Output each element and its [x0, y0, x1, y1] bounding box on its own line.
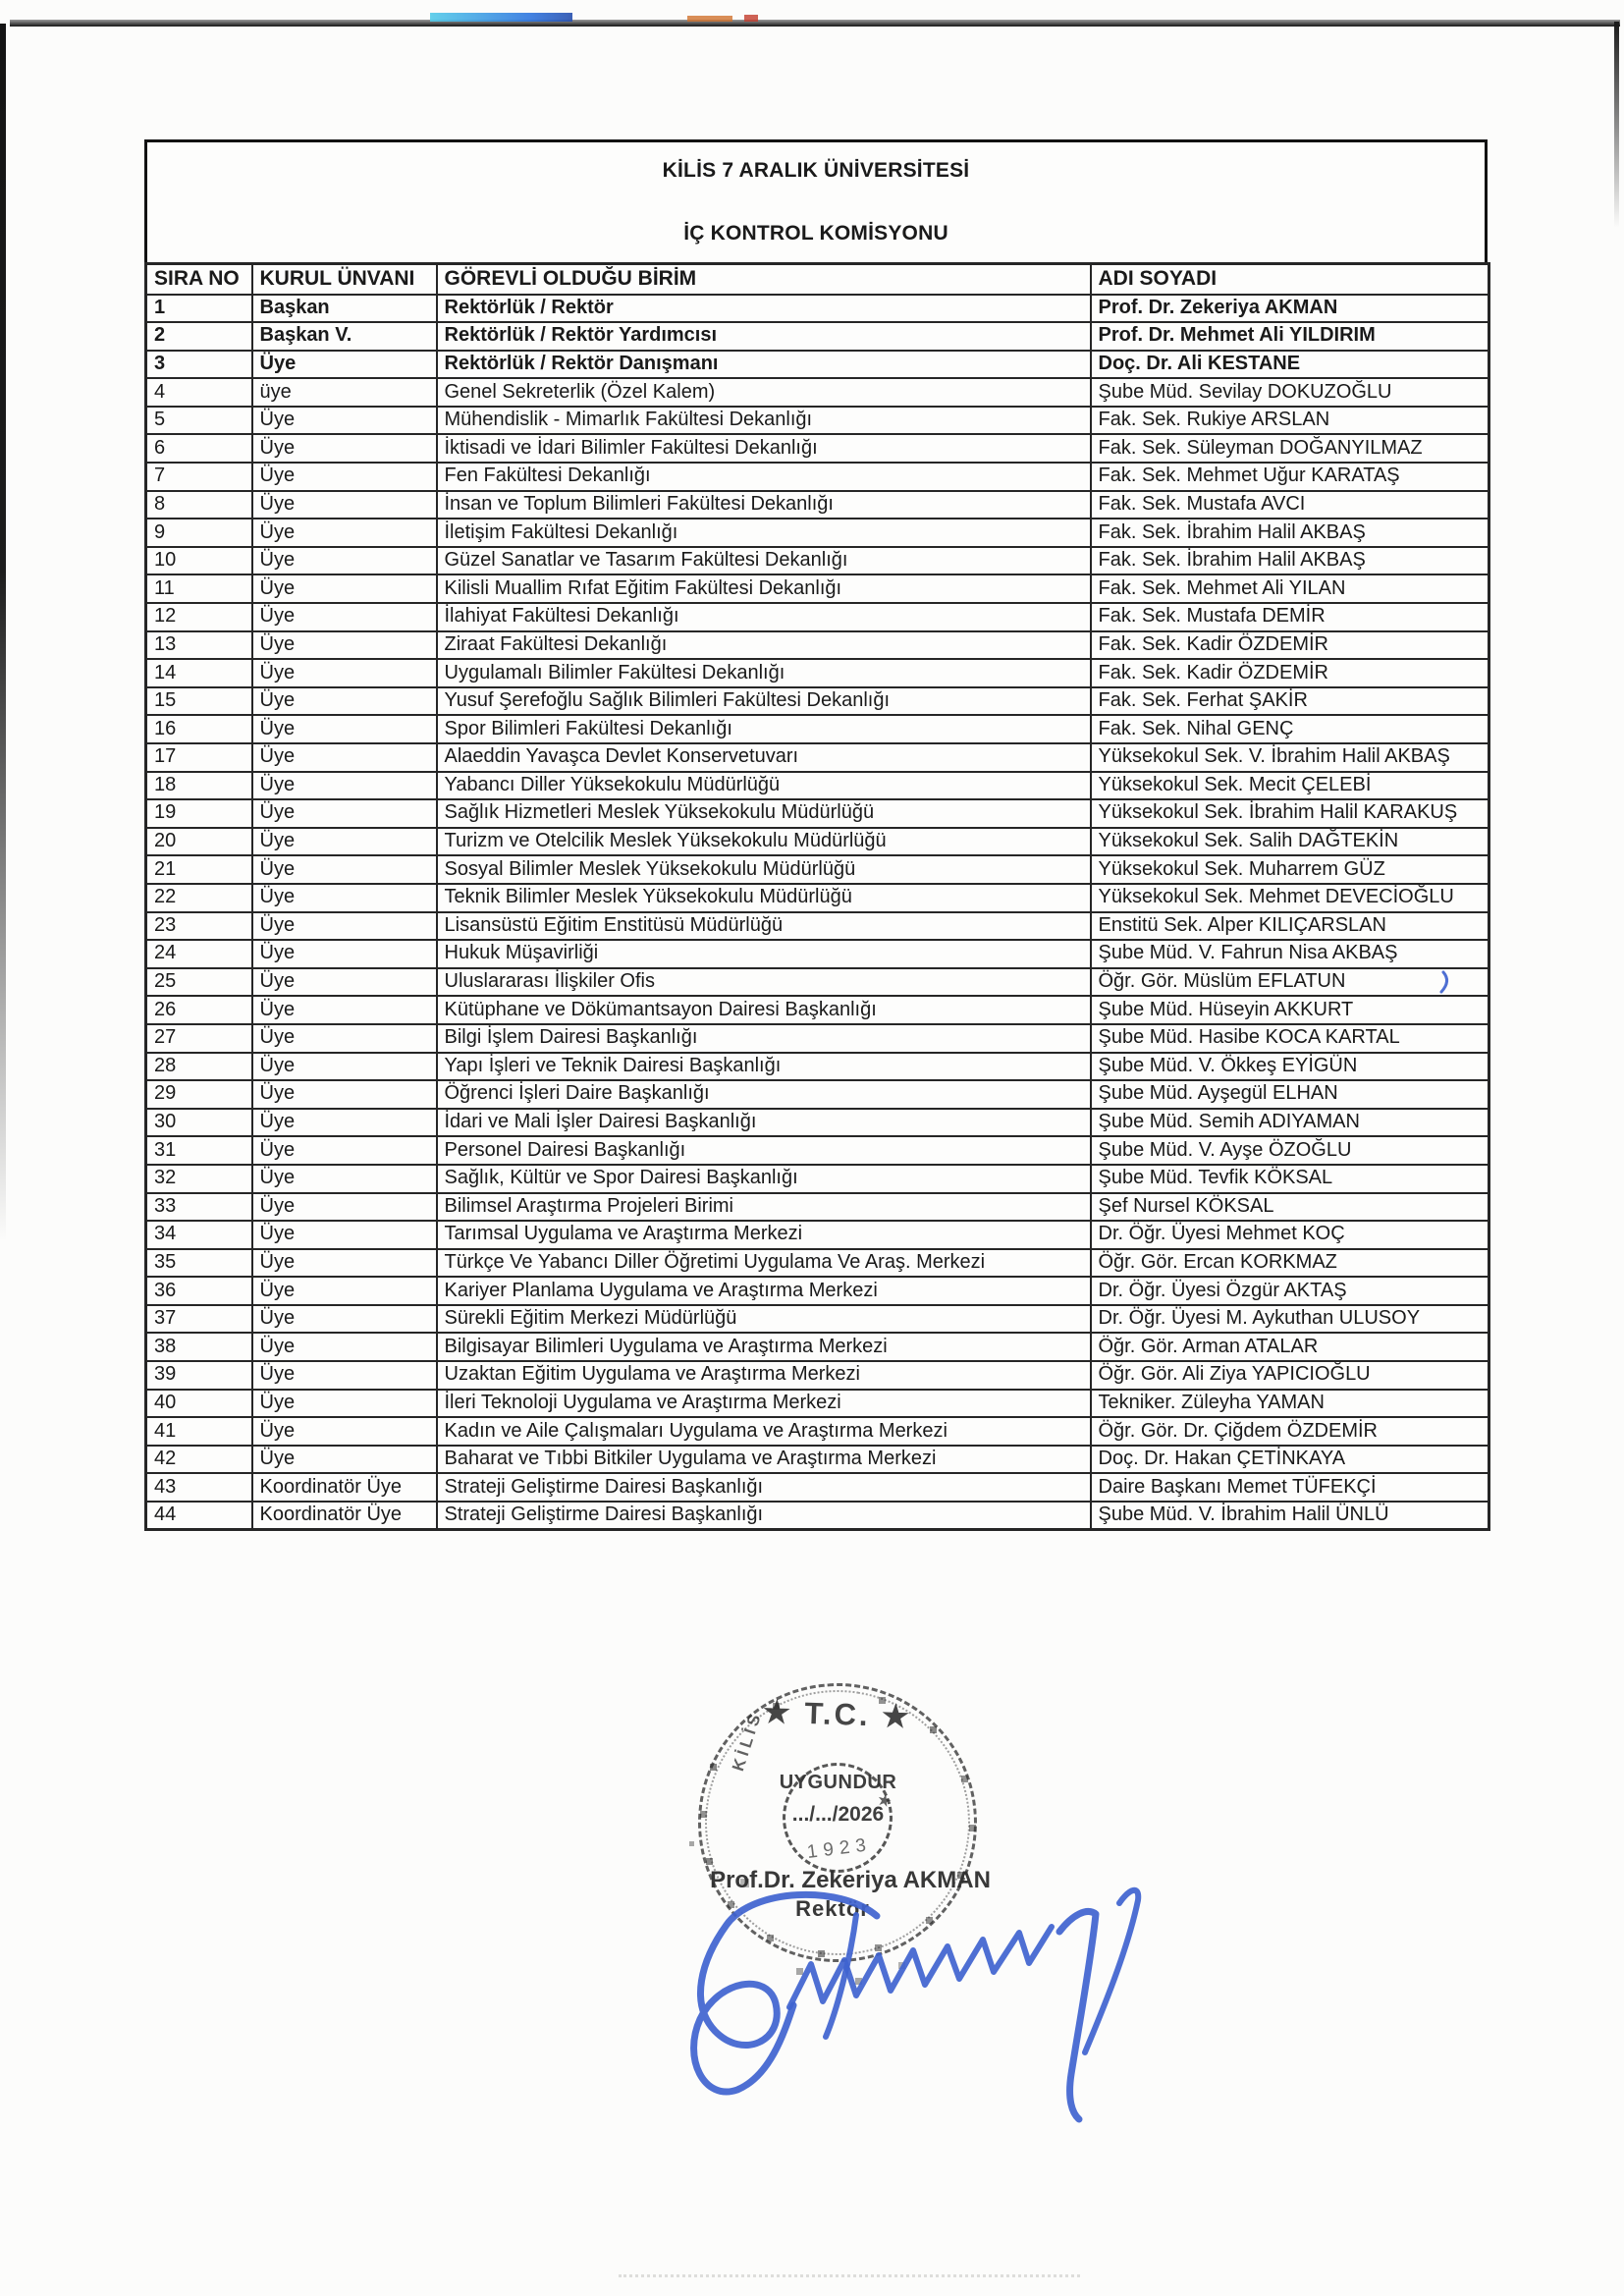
cell-sira-no: 3	[146, 351, 252, 379]
cell-sira-no: 31	[146, 1136, 252, 1165]
table-row	[146, 1221, 1489, 1249]
cell-kurul-unvani: Üye	[252, 351, 437, 379]
cell-sira-no: 28	[146, 1053, 252, 1081]
cell-sira-no: 9	[146, 519, 252, 547]
table-row	[146, 1417, 1489, 1446]
cell-adi-soyadi: Yüksekokul Sek. Muharrem GÜZ	[1091, 855, 1489, 884]
cell-kurul-unvani: Koordinatör Üye	[252, 1473, 437, 1502]
table-row	[146, 1080, 1489, 1109]
cell-kurul-unvani: Üye	[252, 463, 437, 491]
table-row	[146, 1277, 1489, 1305]
cell-kurul-unvani: Üye	[252, 743, 437, 772]
cell-birim: İdari ve Mali İşler Dairesi Başkanlığı	[437, 1109, 1091, 1137]
cell-kurul-unvani: Üye	[252, 1277, 437, 1305]
cell-kurul-unvani: Üye	[252, 491, 437, 519]
cell-kurul-unvani: Üye	[252, 1417, 437, 1446]
cell-kurul-unvani: Başkan V.	[252, 322, 437, 351]
cell-sira-no: 42	[146, 1446, 252, 1474]
cell-sira-no: 43	[146, 1473, 252, 1502]
scan-artifact-cyan	[430, 13, 572, 22]
table-row	[146, 322, 1489, 351]
cell-adi-soyadi: Yüksekokul Sek. Mehmet DEVECİOĞLU	[1091, 884, 1489, 912]
cell-adi-soyadi: Yüksekokul Sek. Salih DAĞTEKİN	[1091, 828, 1489, 856]
cell-kurul-unvani: Koordinatör Üye	[252, 1502, 437, 1530]
cell-kurul-unvani: Üye	[252, 547, 437, 575]
cell-birim: Fen Fakültesi Dekanlığı	[437, 463, 1091, 491]
cell-birim: Sürekli Eğitim Merkezi Müdürlüğü	[437, 1305, 1091, 1334]
table-row	[146, 1053, 1489, 1081]
cell-sira-no: 34	[146, 1221, 252, 1249]
cell-adi-soyadi: Şube Müd. Ayşegül ELHAN	[1091, 1080, 1489, 1109]
cell-kurul-unvani: Üye	[252, 1221, 437, 1249]
table-row	[146, 715, 1489, 743]
cell-birim: Kütüphane ve Dökümantsayon Dairesi Başkanlığı	[437, 996, 1091, 1024]
cell-birim: Sağlık Hizmetleri Meslek Yüksekokulu Müdürlüğü	[437, 799, 1091, 828]
table-row	[146, 1109, 1489, 1137]
cell-adi-soyadi: Fak. Sek. Mehmet Ali YILAN	[1091, 574, 1489, 603]
cell-birim: Lisansüstü Eğitim Enstitüsü Müdürlüğü	[437, 912, 1091, 941]
cell-kurul-unvani: Üye	[252, 884, 437, 912]
cell-sira-no: 6	[146, 434, 252, 463]
table-row	[146, 1333, 1489, 1361]
cell-kurul-unvani: Üye	[252, 1446, 437, 1474]
page-subtitle: İÇ KONTROL KOMİSYONU	[683, 222, 948, 245]
cell-sira-no: 10	[146, 547, 252, 575]
cell-adi-soyadi: Dr. Öğr. Üyesi M. Aykuthan ULUSOY	[1091, 1305, 1489, 1334]
table-row	[146, 855, 1489, 884]
cell-sira-no: 11	[146, 574, 252, 603]
table-row	[146, 1305, 1489, 1334]
cell-birim: Alaeddin Yavaşca Devlet Konservetuvarı	[437, 743, 1091, 772]
cell-adi-soyadi: Şube Müd. Semih ADIYAMAN	[1091, 1109, 1489, 1137]
table-row	[146, 687, 1489, 716]
cell-adi-soyadi: Yüksekokul Sek. Mecit ÇELEBİ	[1091, 772, 1489, 800]
cell-adi-soyadi: Dr. Öğr. Üyesi Özgür AKTAŞ	[1091, 1277, 1489, 1305]
cell-birim: Güzel Sanatlar ve Tasarım Fakültesi Dekanlığı	[437, 547, 1091, 575]
cell-adi-soyadi: Fak. Sek. Süleyman DOĞANYILMAZ	[1091, 434, 1489, 463]
cell-birim: Rektörlük / Rektör Danışmanı	[437, 351, 1091, 379]
col-header-sira-no: SIRA NO	[146, 264, 252, 295]
table-row	[146, 884, 1489, 912]
table-row	[146, 996, 1489, 1024]
col-header-kurul-unvani: KURUL ÜNVANI	[252, 264, 437, 295]
cell-adi-soyadi: Fak. Sek. İbrahim Halil AKBAŞ	[1091, 547, 1489, 575]
stamp-approval-text: UYGUNDUR	[779, 1772, 897, 1793]
cell-birim: Bilgi İşlem Dairesi Başkanlığı	[437, 1024, 1091, 1053]
cell-sira-no: 16	[146, 715, 252, 743]
cell-birim: Yapı İşleri ve Teknik Dairesi Başkanlığı	[437, 1053, 1091, 1081]
cell-kurul-unvani: Üye	[252, 1080, 437, 1109]
cell-kurul-unvani: Üye	[252, 574, 437, 603]
cell-birim: Kadın ve Aile Çalışmaları Uygulama ve Araştırma Merkezi	[437, 1417, 1091, 1446]
scan-artifact-red	[744, 15, 758, 22]
cell-sira-no: 38	[146, 1333, 252, 1361]
cell-birim: Rektörlük / Rektör Yardımcısı	[437, 322, 1091, 351]
cell-kurul-unvani: üye	[252, 378, 437, 407]
cell-kurul-unvani: Üye	[252, 1333, 437, 1361]
cell-sira-no: 26	[146, 996, 252, 1024]
cell-sira-no: 12	[146, 603, 252, 631]
cell-kurul-unvani: Üye	[252, 1193, 437, 1222]
cell-sira-no: 35	[146, 1249, 252, 1278]
cell-adi-soyadi: Öğr. Gör. Müslüm EFLATUN	[1091, 968, 1489, 997]
cell-adi-soyadi: Fak. Sek. Mehmet Uğur KARATAŞ	[1091, 463, 1489, 491]
cell-adi-soyadi: Fak. Sek. Kadir ÖZDEMİR	[1091, 659, 1489, 687]
table-row	[146, 574, 1489, 603]
cell-adi-soyadi: Doç. Dr. Hakan ÇETİNKAYA	[1091, 1446, 1489, 1474]
scan-bottom-dotted-line	[619, 2274, 1080, 2277]
cell-sira-no: 14	[146, 659, 252, 687]
table-row	[146, 1502, 1489, 1530]
commission-table	[144, 262, 1490, 1531]
cell-adi-soyadi: Öğr. Gör. Ali Ziya YAPICIOĞLU	[1091, 1361, 1489, 1390]
header-row	[146, 264, 1489, 295]
table-row	[146, 1136, 1489, 1165]
cell-sira-no: 30	[146, 1109, 252, 1137]
cell-sira-no: 8	[146, 491, 252, 519]
cell-kurul-unvani: Üye	[252, 659, 437, 687]
table-row	[146, 912, 1489, 941]
cell-adi-soyadi: Öğr. Gör. Ercan KORKMAZ	[1091, 1249, 1489, 1278]
cell-sira-no: 40	[146, 1390, 252, 1418]
stamp-year-text: 1923	[805, 1834, 874, 1863]
cell-birim: İlahiyat Fakültesi Dekanlığı	[437, 603, 1091, 631]
cell-adi-soyadi: Öğr. Gör. Dr. Çiğdem ÖZDEMİR	[1091, 1417, 1489, 1446]
table-row	[146, 1390, 1489, 1418]
cell-kurul-unvani: Üye	[252, 799, 437, 828]
cell-birim: Sosyal Bilimler Meslek Yüksekokulu Müdürlüğü	[437, 855, 1091, 884]
cell-sira-no: 44	[146, 1502, 252, 1530]
cell-birim: Strateji Geliştirme Dairesi Başkanlığı	[437, 1502, 1091, 1530]
table-row	[146, 940, 1489, 968]
cell-birim: İktisadi ve İdari Bilimler Fakültesi Dekanlığı	[437, 434, 1091, 463]
scan-edge-left	[0, 24, 6, 1241]
cell-sira-no: 17	[146, 743, 252, 772]
table-row	[146, 407, 1489, 435]
cell-birim: Uzaktan Eğitim Uygulama ve Araştırma Merkezi	[437, 1361, 1091, 1390]
cell-adi-soyadi: Fak. Sek. İbrahim Halil AKBAŞ	[1091, 519, 1489, 547]
cell-birim: Kilisli Muallim Rıfat Eğitim Fakültesi Dekanlığı	[437, 574, 1091, 603]
cell-sira-no: 41	[146, 1417, 252, 1446]
cell-birim: İletişim Fakültesi Dekanlığı	[437, 519, 1091, 547]
stamp-date-text: .../.../2026	[791, 1803, 885, 1826]
cell-sira-no: 2	[146, 322, 252, 351]
cell-adi-soyadi: Fak. Sek. Mustafa DEMİR	[1091, 603, 1489, 631]
table-row	[146, 659, 1489, 687]
table-row	[146, 603, 1489, 631]
cell-sira-no: 18	[146, 772, 252, 800]
col-header-birim: GÖREVLİ OLDUĞU BİRİM	[437, 264, 1091, 295]
table-row	[146, 491, 1489, 519]
cell-birim: Baharat ve Tıbbi Bitkiler Uygulama ve Araştırma Merkezi	[437, 1446, 1091, 1474]
table-row	[146, 828, 1489, 856]
cell-birim: Öğrenci İşleri Daire Başkanlığı	[437, 1080, 1091, 1109]
table-row	[146, 547, 1489, 575]
cell-kurul-unvani: Üye	[252, 912, 437, 941]
star-icon: ★	[875, 1789, 894, 1812]
cell-kurul-unvani: Üye	[252, 1024, 437, 1053]
table-row	[146, 1473, 1489, 1502]
table-row	[146, 968, 1489, 997]
cell-sira-no: 27	[146, 1024, 252, 1053]
col-header-adi-soyadi: ADI SOYADI	[1091, 264, 1489, 295]
cell-kurul-unvani: Üye	[252, 603, 437, 631]
table-row	[146, 351, 1489, 379]
cell-adi-soyadi: Dr. Öğr. Üyesi Mehmet KOÇ	[1091, 1221, 1489, 1249]
cell-sira-no: 25	[146, 968, 252, 997]
cell-kurul-unvani: Başkan	[252, 295, 437, 323]
table-row	[146, 631, 1489, 660]
cell-adi-soyadi: Şube Müd. V. İbrahim Halil ÜNLÜ	[1091, 1502, 1489, 1530]
cell-kurul-unvani: Üye	[252, 715, 437, 743]
cell-sira-no: 36	[146, 1277, 252, 1305]
table-row	[146, 743, 1489, 772]
cell-birim: Turizm ve Otelcilik Meslek Yüksekokulu Müdürlüğü	[437, 828, 1091, 856]
cell-kurul-unvani: Üye	[252, 1109, 437, 1137]
cell-adi-soyadi: Yüksekokul Sek. V. İbrahim Halil AKBAŞ	[1091, 743, 1489, 772]
table-row	[146, 1193, 1489, 1222]
cell-adi-soyadi: Daire Başkanı Memet TÜFEKÇİ	[1091, 1473, 1489, 1502]
page-title: KİLİS 7 ARALIK ÜNİVERSİTESİ	[662, 159, 970, 182]
table-row	[146, 1024, 1489, 1053]
cell-birim: Yusuf Şerefoğlu Sağlık Bilimleri Fakültesi Dekanlığı	[437, 687, 1091, 716]
cell-kurul-unvani: Üye	[252, 1165, 437, 1193]
table-row	[146, 519, 1489, 547]
scan-edge-right	[1614, 22, 1619, 228]
cell-birim: Türkçe Ve Yabancı Diller Öğretimi Uygulama Ve Araş. Merkezi	[437, 1249, 1091, 1278]
cell-adi-soyadi: Fak. Sek. Rukiye ARSLAN	[1091, 407, 1489, 435]
cell-kurul-unvani: Üye	[252, 855, 437, 884]
cell-adi-soyadi: Tekniker. Züleyha YAMAN	[1091, 1390, 1489, 1418]
cell-adi-soyadi: Öğr. Gör. Arman ATALAR	[1091, 1333, 1489, 1361]
cell-adi-soyadi: Fak. Sek. Nihal GENÇ	[1091, 715, 1489, 743]
cell-kurul-unvani: Üye	[252, 519, 437, 547]
cell-adi-soyadi: Prof. Dr. Zekeriya AKMAN	[1091, 295, 1489, 323]
cell-kurul-unvani: Üye	[252, 772, 437, 800]
table-row	[146, 772, 1489, 800]
table-row	[146, 434, 1489, 463]
cell-adi-soyadi: Doç. Dr. Ali KESTANE	[1091, 351, 1489, 379]
cell-adi-soyadi: Şube Müd. Hasibe KOCA KARTAL	[1091, 1024, 1489, 1053]
cell-birim: Tarımsal Uygulama ve Araştırma Merkezi	[437, 1221, 1091, 1249]
cell-kurul-unvani: Üye	[252, 687, 437, 716]
cell-kurul-unvani: Üye	[252, 940, 437, 968]
cell-sira-no: 13	[146, 631, 252, 660]
cell-sira-no: 7	[146, 463, 252, 491]
cell-sira-no: 23	[146, 912, 252, 941]
cell-sira-no: 39	[146, 1361, 252, 1390]
cell-kurul-unvani: Üye	[252, 1136, 437, 1165]
cell-kurul-unvani: Üye	[252, 1390, 437, 1418]
cell-kurul-unvani: Üye	[252, 968, 437, 997]
scan-edge-top	[10, 20, 1620, 27]
cell-kurul-unvani: Üye	[252, 434, 437, 463]
cell-birim: Spor Bilimleri Fakültesi Dekanlığı	[437, 715, 1091, 743]
cell-kurul-unvani: Üye	[252, 407, 437, 435]
table-row	[146, 463, 1489, 491]
cell-sira-no: 19	[146, 799, 252, 828]
signer-name: Prof.Dr. Zekeriya AKMAN	[710, 1867, 991, 1893]
cell-birim: Uygulamalı Bilimler Fakültesi Dekanlığı	[437, 659, 1091, 687]
cell-birim: Bilgisayar Bilimleri Uygulama ve Araştırma Merkezi	[437, 1333, 1091, 1361]
cell-sira-no: 32	[146, 1165, 252, 1193]
cell-birim: Genel Sekreterlik (Özel Kalem)	[437, 378, 1091, 407]
cell-kurul-unvani: Üye	[252, 828, 437, 856]
cell-sira-no: 22	[146, 884, 252, 912]
cell-sira-no: 20	[146, 828, 252, 856]
cell-birim: Yabancı Diller Yüksekokulu Müdürlüğü	[437, 772, 1091, 800]
cell-birim: İleri Teknoloji Uygulama ve Araştırma Merkezi	[437, 1390, 1091, 1418]
cell-adi-soyadi: Şube Müd. Tevfik KÖKSAL	[1091, 1165, 1489, 1193]
cell-adi-soyadi: Fak. Sek. Mustafa AVCI	[1091, 491, 1489, 519]
cell-adi-soyadi: Enstitü Sek. Alper KILIÇARSLAN	[1091, 912, 1489, 941]
cell-sira-no: 24	[146, 940, 252, 968]
table-row	[146, 1446, 1489, 1474]
cell-kurul-unvani: Üye	[252, 996, 437, 1024]
cell-kurul-unvani: Üye	[252, 1305, 437, 1334]
cell-birim: Mühendislik - Mimarlık Fakültesi Dekanlığı	[437, 407, 1091, 435]
cell-sira-no: 1	[146, 295, 252, 323]
cell-kurul-unvani: Üye	[252, 1361, 437, 1390]
scan-artifact-orange	[687, 16, 732, 22]
stamp-ring-left-text: KİLİS	[729, 1708, 766, 1774]
cell-adi-soyadi: Şube Müd. Hüseyin AKKURT	[1091, 996, 1489, 1024]
cell-adi-soyadi: Şube Müd. V. Fahrun Nisa AKBAŞ	[1091, 940, 1489, 968]
table-row	[146, 378, 1489, 407]
cell-sira-no: 21	[146, 855, 252, 884]
cell-birim: Uluslararası İlişkiler Ofis	[437, 968, 1091, 997]
cell-adi-soyadi: Şube Müd. V. Ökkeş EYİGÜN	[1091, 1053, 1489, 1081]
cell-sira-no: 4	[146, 378, 252, 407]
cell-birim: Rektörlük / Rektör	[437, 295, 1091, 323]
cell-kurul-unvani: Üye	[252, 1053, 437, 1081]
cell-birim: Kariyer Planlama Uygulama ve Araştırma Merkezi	[437, 1277, 1091, 1305]
table-row	[146, 1361, 1489, 1390]
cell-adi-soyadi: Fak. Sek. Kadir ÖZDEMİR	[1091, 631, 1489, 660]
cell-adi-soyadi: Fak. Sek. Ferhat ŞAKİR	[1091, 687, 1489, 716]
cell-adi-soyadi: Şube Müd. Sevilay DOKUZOĞLU	[1091, 378, 1489, 407]
cell-sira-no: 5	[146, 407, 252, 435]
cell-kurul-unvani: Üye	[252, 1249, 437, 1278]
cell-adi-soyadi: Şef Nursel KÖKSAL	[1091, 1193, 1489, 1222]
stamp-tc-text: ★ T.C. ★	[762, 1694, 913, 1734]
cell-birim: Personel Dairesi Başkanlığı	[437, 1136, 1091, 1165]
cell-adi-soyadi: Şube Müd. V. Ayşe ÖZOĞLU	[1091, 1136, 1489, 1165]
signer-title: Rektör	[795, 1896, 870, 1921]
cell-sira-no: 29	[146, 1080, 252, 1109]
title-box	[144, 139, 1488, 262]
cell-birim: Strateji Geliştirme Dairesi Başkanlığı	[437, 1473, 1091, 1502]
cell-sira-no: 37	[146, 1305, 252, 1334]
commission-document	[144, 139, 1488, 1531]
table-row	[146, 1249, 1489, 1278]
cell-birim: Hukuk Müşavirliği	[437, 940, 1091, 968]
table-row	[146, 295, 1489, 323]
cell-birim: Ziraat Fakültesi Dekanlığı	[437, 631, 1091, 660]
table-row	[146, 799, 1489, 828]
cell-birim: Bilimsel Araştırma Projeleri Birimi	[437, 1193, 1091, 1222]
cell-sira-no: 15	[146, 687, 252, 716]
cell-adi-soyadi: Yüksekokul Sek. İbrahim Halil KARAKUŞ	[1091, 799, 1489, 828]
cell-kurul-unvani: Üye	[252, 631, 437, 660]
cell-birim: Sağlık, Kültür ve Spor Dairesi Başkanlığı	[437, 1165, 1091, 1193]
cell-birim: Teknik Bilimler Meslek Yüksekokulu Müdürlüğü	[437, 884, 1091, 912]
cell-adi-soyadi: Prof. Dr. Mehmet Ali YILDIRIM	[1091, 322, 1489, 351]
cell-birim: İnsan ve Toplum Bilimleri Fakültesi Dekanlığı	[437, 491, 1091, 519]
table-row	[146, 1165, 1489, 1193]
cell-sira-no: 33	[146, 1193, 252, 1222]
